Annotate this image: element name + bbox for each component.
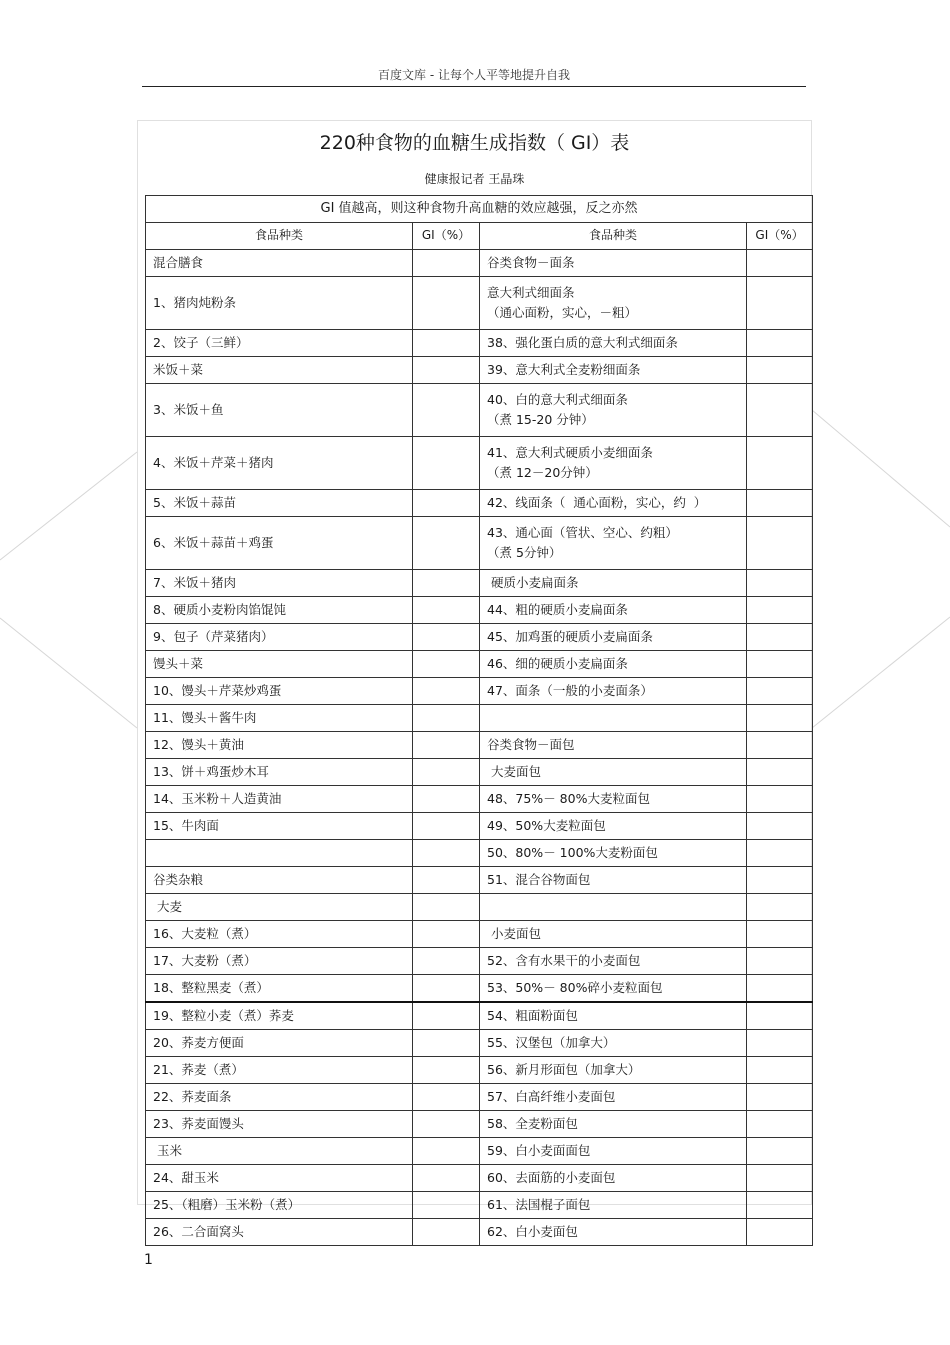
gi-value-left	[413, 1192, 480, 1219]
gi-value-left	[413, 384, 480, 437]
food-name-line: 57、白高纤维小麦面包	[487, 1088, 616, 1104]
gi-value-right	[747, 948, 813, 975]
table-row	[146, 705, 813, 732]
food-name-right	[480, 1084, 747, 1111]
gi-value-right	[747, 759, 813, 786]
food-name-left: 2、饺子（三鲜）	[146, 330, 413, 357]
table-row	[146, 624, 813, 651]
gi-value-left	[413, 867, 480, 894]
food-name-line: 46、细的硬质小麦扁面条	[487, 655, 628, 671]
food-name-right	[480, 894, 747, 921]
header-gi: GI（%）	[413, 223, 480, 250]
gi-value-right	[747, 651, 813, 678]
food-name-line: 61、法国棍子面包	[487, 1196, 591, 1212]
food-name-right	[480, 517, 747, 570]
food-name-right	[480, 624, 747, 651]
gi-value-left	[413, 437, 480, 490]
food-name-right	[480, 277, 747, 330]
food-name-line: 39、意大利式全麦粉细面条	[487, 361, 641, 377]
table-row	[146, 384, 813, 437]
gi-value-right	[747, 705, 813, 732]
gi-value-right	[747, 678, 813, 705]
food-name-left: 26、二合面窝头	[146, 1219, 413, 1246]
food-name-line: 48、75%－ 80%大麦粒面包	[487, 790, 650, 806]
gi-value-left	[413, 651, 480, 678]
table-row	[146, 894, 813, 921]
food-name-right	[480, 490, 747, 517]
gi-value-left	[413, 330, 480, 357]
food-name-right	[480, 250, 747, 277]
table-row	[146, 975, 813, 1003]
gi-value-right	[747, 1057, 813, 1084]
gi-value-left	[413, 1165, 480, 1192]
food-name-left: 谷类杂粮	[146, 867, 413, 894]
food-name-left: 9、包子（芹菜猪肉）	[146, 624, 413, 651]
gi-value-left	[413, 1111, 480, 1138]
gi-value-right	[747, 975, 813, 1003]
food-name-line: 59、白小麦面面包	[487, 1142, 591, 1158]
food-name-line: 43、通心面（管状、空心、约粗）	[487, 524, 678, 540]
gi-value-left	[413, 1057, 480, 1084]
food-name-left: 8、硬质小麦粉肉馅馄饨	[146, 597, 413, 624]
gi-value-right	[747, 437, 813, 490]
food-name-right	[480, 813, 747, 840]
gi-value-right	[747, 1002, 813, 1030]
food-name-line: 硬质小麦扁面条	[487, 574, 579, 590]
food-name-right	[480, 1138, 747, 1165]
header-gi: GI（%）	[747, 223, 813, 250]
table-row	[146, 490, 813, 517]
food-name-right	[480, 1002, 747, 1030]
table-row	[146, 250, 813, 277]
table-row	[146, 840, 813, 867]
gi-value-left	[413, 759, 480, 786]
gi-value-left	[413, 490, 480, 517]
gi-value-left	[413, 624, 480, 651]
food-name-line: 56、新月形面包（加拿大）	[487, 1061, 641, 1077]
food-name-right	[480, 759, 747, 786]
food-name-line: 47、面条（一般的小麦面条）	[487, 682, 653, 698]
header-food-type: 食品种类	[480, 223, 747, 250]
author-byline: 健康报记者 王晶珠	[424, 172, 525, 186]
food-name-line: 小麦面包	[487, 925, 541, 941]
food-name-left: 10、馒头＋芹菜炒鸡蛋	[146, 678, 413, 705]
food-name-left	[146, 840, 413, 867]
food-name-left: 4、米饭＋芹菜＋猪肉	[146, 437, 413, 490]
food-name-right	[480, 732, 747, 759]
gi-value-right	[747, 867, 813, 894]
food-name-right	[480, 921, 747, 948]
food-name-left: 1、猪肉炖粉条	[146, 277, 413, 330]
food-name-right	[480, 437, 747, 490]
table-row	[146, 570, 813, 597]
gi-value-right	[747, 1111, 813, 1138]
gi-value-right	[747, 624, 813, 651]
gi-value-left	[413, 1030, 480, 1057]
food-name-note: （煮 15-20 分钟）	[487, 412, 594, 427]
table-caption: GI 值越高，则这种食物升高血糖的效应越强，反之亦然	[146, 196, 813, 223]
gi-value-right	[747, 517, 813, 570]
food-name-line: 44、粗的硬质小麦扁面条	[487, 601, 628, 617]
food-name-right	[480, 867, 747, 894]
food-name-line: 55、汉堡包（加拿大）	[487, 1034, 616, 1050]
food-name-right	[480, 840, 747, 867]
table-row	[146, 277, 813, 330]
table-caption-row	[146, 196, 813, 223]
table-row	[146, 597, 813, 624]
table-row	[146, 786, 813, 813]
gi-value-left	[413, 840, 480, 867]
food-name-left: 混合膳食	[146, 250, 413, 277]
food-name-left: 5、米饭＋蒜苗	[146, 490, 413, 517]
gi-value-left	[413, 921, 480, 948]
food-name-line: 40、白的意大利式细面条	[487, 391, 628, 407]
table-row	[146, 759, 813, 786]
table-header-row	[146, 223, 813, 250]
food-name-left: 11、馒头＋酱牛肉	[146, 705, 413, 732]
food-name-line: 大麦面包	[487, 763, 541, 779]
gi-value-left	[413, 1219, 480, 1246]
food-name-left: 24、甜玉米	[146, 1165, 413, 1192]
table-row	[146, 678, 813, 705]
food-name-left: 21、荞麦（煮）	[146, 1057, 413, 1084]
gi-value-right	[747, 1165, 813, 1192]
food-name-right	[480, 357, 747, 384]
gi-value-right	[747, 1084, 813, 1111]
table-row	[146, 1030, 813, 1057]
gi-value-right	[747, 490, 813, 517]
gi-table	[145, 195, 813, 1246]
gi-value-left	[413, 948, 480, 975]
table-row	[146, 1219, 813, 1246]
food-name-line: 谷类食物－面包	[487, 736, 575, 752]
food-name-line: 52、含有水果干的小麦面包	[487, 952, 641, 968]
food-name-left: 7、米饭＋猪肉	[146, 570, 413, 597]
gi-value-right	[747, 732, 813, 759]
food-name-line: 41、意大利式硬质小麦细面条	[487, 444, 653, 460]
food-name-left: 13、饼＋鸡蛋炒木耳	[146, 759, 413, 786]
food-name-line: 42、线面条（ 通心面粉，实心，约 ）	[487, 494, 707, 510]
header-divider	[142, 86, 806, 87]
gi-value-left	[413, 1138, 480, 1165]
food-name-left: 22、荞麦面条	[146, 1084, 413, 1111]
table-row	[146, 732, 813, 759]
table-row	[146, 517, 813, 570]
gi-value-left	[413, 250, 480, 277]
food-name-left: 米饭＋菜	[146, 357, 413, 384]
gi-value-left	[413, 732, 480, 759]
food-name-line: 58、全麦粉面包	[487, 1115, 578, 1131]
food-name-line: 62、白小麦面包	[487, 1223, 578, 1239]
gi-value-left	[413, 786, 480, 813]
gi-value-left	[413, 1002, 480, 1030]
gi-value-right	[747, 921, 813, 948]
table-row	[146, 330, 813, 357]
food-name-left: 18、整粒黑麦（煮）	[146, 975, 413, 1003]
gi-value-right	[747, 357, 813, 384]
food-name-note: （通心面粉，实心，－粗）	[487, 305, 638, 320]
food-name-line: 49、50%大麦粒面包	[487, 817, 606, 833]
gi-value-left	[413, 597, 480, 624]
food-name-line: 60、去面筋的小麦面包	[487, 1169, 616, 1185]
table-row	[146, 651, 813, 678]
food-name-right	[480, 678, 747, 705]
food-name-left: 14、玉米粉＋人造黄油	[146, 786, 413, 813]
table-row	[146, 1057, 813, 1084]
gi-value-left	[413, 705, 480, 732]
food-name-right	[480, 1057, 747, 1084]
food-name-left: 23、荞麦面馒头	[146, 1111, 413, 1138]
table-row	[146, 1165, 813, 1192]
food-name-note: （煮 12－20分钟）	[487, 465, 598, 480]
food-name-right	[480, 975, 747, 1003]
food-name-right	[480, 651, 747, 678]
gi-value-left	[413, 813, 480, 840]
food-name-line: 50、80%－ 100%大麦粉面包	[487, 844, 658, 860]
food-name-line: 意大利式细面条	[487, 284, 575, 300]
food-name-left: 12、馒头＋黄油	[146, 732, 413, 759]
food-name-right	[480, 1111, 747, 1138]
food-name-left: 玉米	[146, 1138, 413, 1165]
table-row	[146, 1084, 813, 1111]
food-name-note: （煮 5分钟）	[487, 545, 562, 560]
food-name-left: 3、米饭＋鱼	[146, 384, 413, 437]
gi-value-left	[413, 1084, 480, 1111]
food-name-left: 馒头＋菜	[146, 651, 413, 678]
table-row	[146, 1002, 813, 1030]
food-name-left: 17、大麦粉（煮）	[146, 948, 413, 975]
table-row	[146, 1138, 813, 1165]
page-header: 百度文库 - 让每个人平等地提升自我	[378, 68, 570, 82]
food-name-left: 16、大麦粒（煮）	[146, 921, 413, 948]
food-name-right	[480, 384, 747, 437]
food-name-line: 53、50%－ 80%碎小麦粒面包	[487, 979, 663, 995]
header-food-type: 食品种类	[146, 223, 413, 250]
gi-value-left	[413, 357, 480, 384]
food-name-right	[480, 570, 747, 597]
food-name-right	[480, 1219, 747, 1246]
gi-value-left	[413, 277, 480, 330]
food-name-right	[480, 330, 747, 357]
food-name-left: 19、整粒小麦（煮）荞麦	[146, 1002, 413, 1030]
gi-value-right	[747, 1138, 813, 1165]
gi-value-right	[747, 1219, 813, 1246]
table-row	[146, 921, 813, 948]
gi-value-right	[747, 330, 813, 357]
food-name-right	[480, 1192, 747, 1219]
gi-value-right	[747, 786, 813, 813]
gi-value-right	[747, 894, 813, 921]
gi-value-left	[413, 570, 480, 597]
table-row	[146, 948, 813, 975]
table-row	[146, 1192, 813, 1219]
food-name-line: 54、粗面粉面包	[487, 1007, 578, 1023]
food-name-line: 51、混合谷物面包	[487, 871, 591, 887]
food-name-right	[480, 705, 747, 732]
gi-value-right	[747, 570, 813, 597]
gi-value-right	[747, 384, 813, 437]
gi-value-right	[747, 250, 813, 277]
gi-value-right	[747, 1030, 813, 1057]
food-name-line: 45、加鸡蛋的硬质小麦扁面条	[487, 628, 653, 644]
food-name-left: 20、荞麦方便面	[146, 1030, 413, 1057]
table-row	[146, 357, 813, 384]
food-name-right	[480, 786, 747, 813]
gi-value-right	[747, 813, 813, 840]
table-row	[146, 1111, 813, 1138]
page-number: 1	[144, 1252, 153, 1268]
food-name-right	[480, 948, 747, 975]
food-name-line: 38、强化蛋白质的意大利式细面条	[487, 334, 678, 350]
gi-value-left	[413, 894, 480, 921]
food-name-left: 大麦	[146, 894, 413, 921]
food-name-right	[480, 597, 747, 624]
food-name-right	[480, 1030, 747, 1057]
gi-value-left	[413, 975, 480, 1003]
gi-value-right	[747, 1192, 813, 1219]
table-row	[146, 437, 813, 490]
gi-value-right	[747, 597, 813, 624]
gi-value-left	[413, 678, 480, 705]
food-name-left: 6、米饭＋蒜苗＋鸡蛋	[146, 517, 413, 570]
table-row	[146, 813, 813, 840]
document-title: 220种食物的血糖生成指数（ GI）表	[319, 132, 630, 154]
food-name-left: 25、（粗磨）玉米粉（煮）	[146, 1192, 413, 1219]
food-name-line: 谷类食物－面条	[487, 254, 575, 270]
table-row	[146, 867, 813, 894]
food-name-right	[480, 1165, 747, 1192]
gi-value-right	[747, 277, 813, 330]
gi-value-right	[747, 840, 813, 867]
gi-value-left	[413, 517, 480, 570]
food-name-left: 15、牛肉面	[146, 813, 413, 840]
